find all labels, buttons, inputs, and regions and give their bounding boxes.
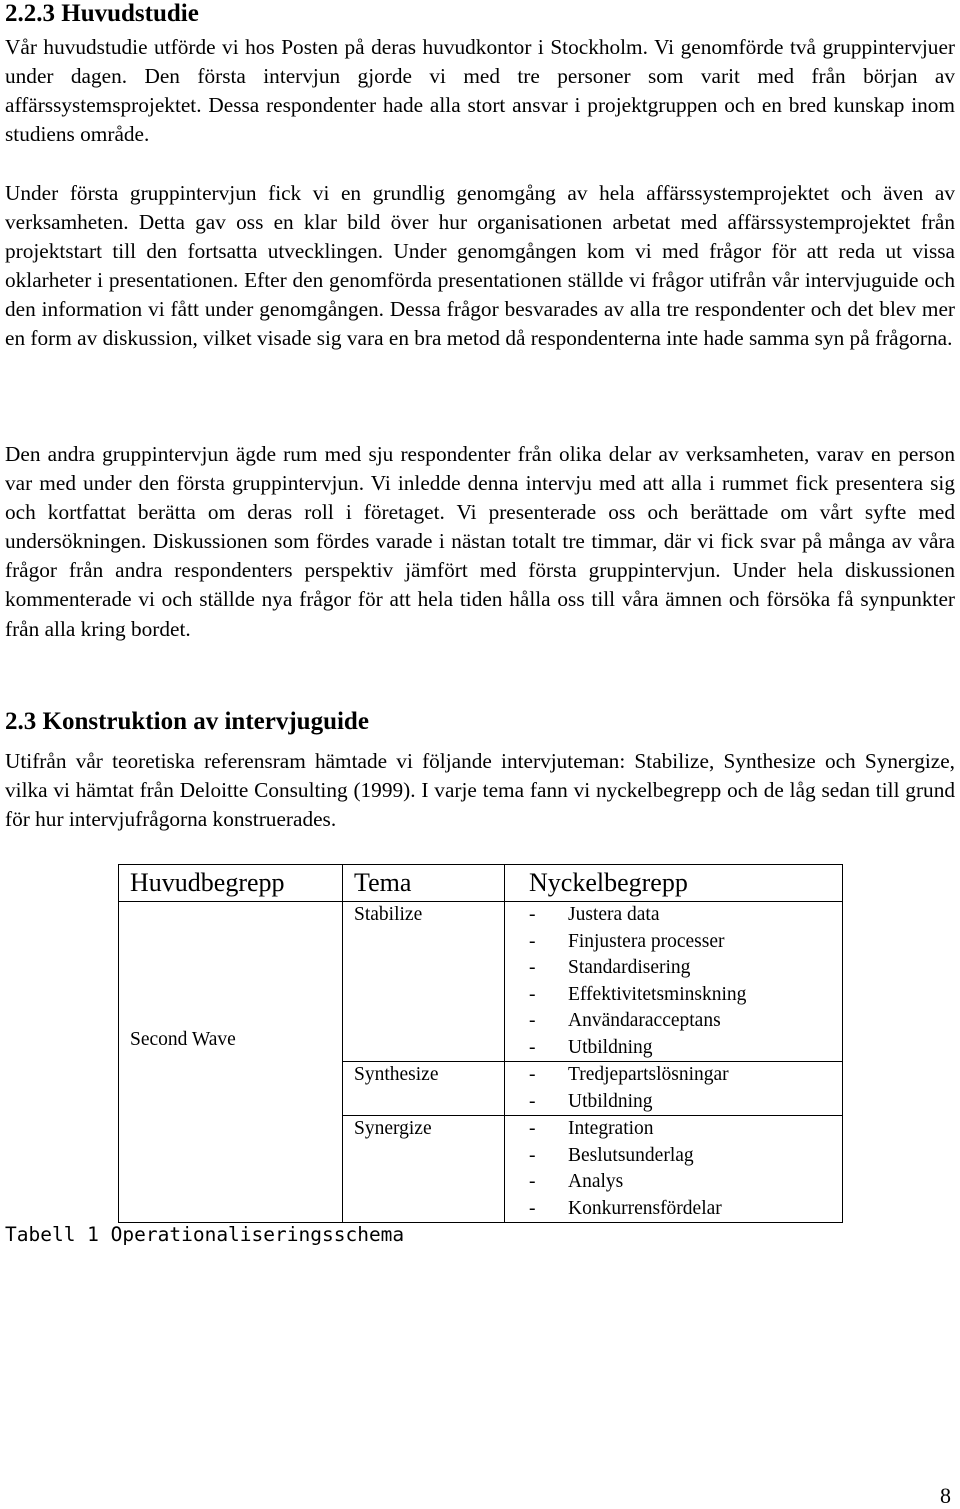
list-item: - Utbildning — [529, 1090, 653, 1112]
table-caption: Tabell 1 Operationaliseringsschema — [5, 1223, 405, 1246]
cell-nyckelbegrepp — [505, 1062, 843, 1116]
header-nyckelbegrepp: Nyckelbegrepp — [505, 865, 843, 902]
cell-huvudbegrepp: Second Wave — [119, 902, 343, 1223]
page-number: 8 — [940, 1483, 951, 1508]
list-item: - Utbildning — [529, 1036, 653, 1058]
operationalization-table — [118, 864, 843, 1223]
header-huvudbegrepp: Huvudbegrepp — [119, 865, 343, 902]
list-item: - Tredjepartslösningar — [529, 1064, 729, 1085]
list-item: - Användaracceptans — [529, 1010, 721, 1031]
cell-tema: Synergize — [343, 1116, 505, 1223]
cell-nyckelbegrepp — [505, 902, 843, 1062]
table-header-row — [119, 865, 843, 902]
paragraph-konstruktion: Utifrån vår teoretiska referensram hämtade vi följande intervjuteman: Stabilize, Synthesize och Synergize, vilka vi hämtat från Deloitte Consulting (1999). I varje tema fann vi nyckelbegrepp och de låg sedan till grund för hur intervjufrågorna konstruerades. — [5, 749, 955, 832]
section-heading-huvudstudie: 2.2.3 Huvudstudie — [5, 0, 199, 27]
list-item: - Konkurrensfördelar — [529, 1197, 722, 1219]
list-item: - Integration — [529, 1118, 654, 1139]
list-item: - Analys — [529, 1171, 624, 1192]
section-heading-konstruktion: 2.3 Konstruktion av intervjuguide — [5, 708, 369, 735]
paragraph-huvudstudie-3: Den andra gruppintervjun ägde rum med sju respondenter från olika delar av verksamheten, varav en person var med under den första gruppintervjun. Vi inledde denna intervju med att alla i rummet fick presentera sig och kortfattat berätta om deras roll i företaget. Vi presenterade oss och berättade om vårt syfte med undersökningen. Diskussionen som fördes varade i nästan totalt tre timmar, där vi fick svar på många av våra frågor från andra respondenters perspektiv jämfört med första gruppintervjun. Under hela diskussionen kommenterade vi och ställde nya frågor för att hela tiden hålla oss till våra ämnen och försöka få synpunkter från alla kring bordet. — [5, 442, 955, 641]
table-row — [119, 902, 843, 1062]
list-item: - Effektivitetsminskning — [529, 983, 747, 1005]
cell-tema: Stabilize — [343, 902, 505, 1062]
list-item: - Finjustera processer — [529, 930, 725, 952]
list-item: - Justera data — [529, 904, 660, 925]
cell-tema: Synthesize — [343, 1062, 505, 1116]
list-item: - Standardisering — [529, 957, 691, 978]
paragraph-huvudstudie-1: Vår huvudstudie utförde vi hos Posten på deras huvudkontor i Stockholm. Vi genomförde två gruppintervjuer under dagen. Den första intervjun gjorde vi med tre personer som varit med från början av affärssystemsprojektet. Dessa respondenter hade alla stort ansvar i projektgruppen och en bred kunskap inom studiens område. — [5, 35, 955, 147]
header-tema: Tema — [343, 865, 505, 902]
list-item: - Beslutsunderlag — [529, 1144, 694, 1166]
cell-nyckelbegrepp — [505, 1116, 843, 1223]
paragraph-huvudstudie-2: Under första gruppintervjun fick vi en grundlig genomgång av hela affärssystemprojektet och även av verksamheten. Detta gav oss en klar bild över hur organisationen arbetat med affärssystemprojektet från projektstart till den fortsatta utvecklingen. Under genomgången kom vi med frågor för att reda ut vissa oklarheter i presentationen. Efter den genomförda presentationen ställde vi frågor utifrån vår intervjuguide och den information vi fått under genomgången. Dessa frågor besvarades av alla tre respondenter och det blev mer en form av diskussion, vilket visade sig vara en bra metod då respondenterna inte hade samma syn på frågorna. — [5, 181, 955, 351]
